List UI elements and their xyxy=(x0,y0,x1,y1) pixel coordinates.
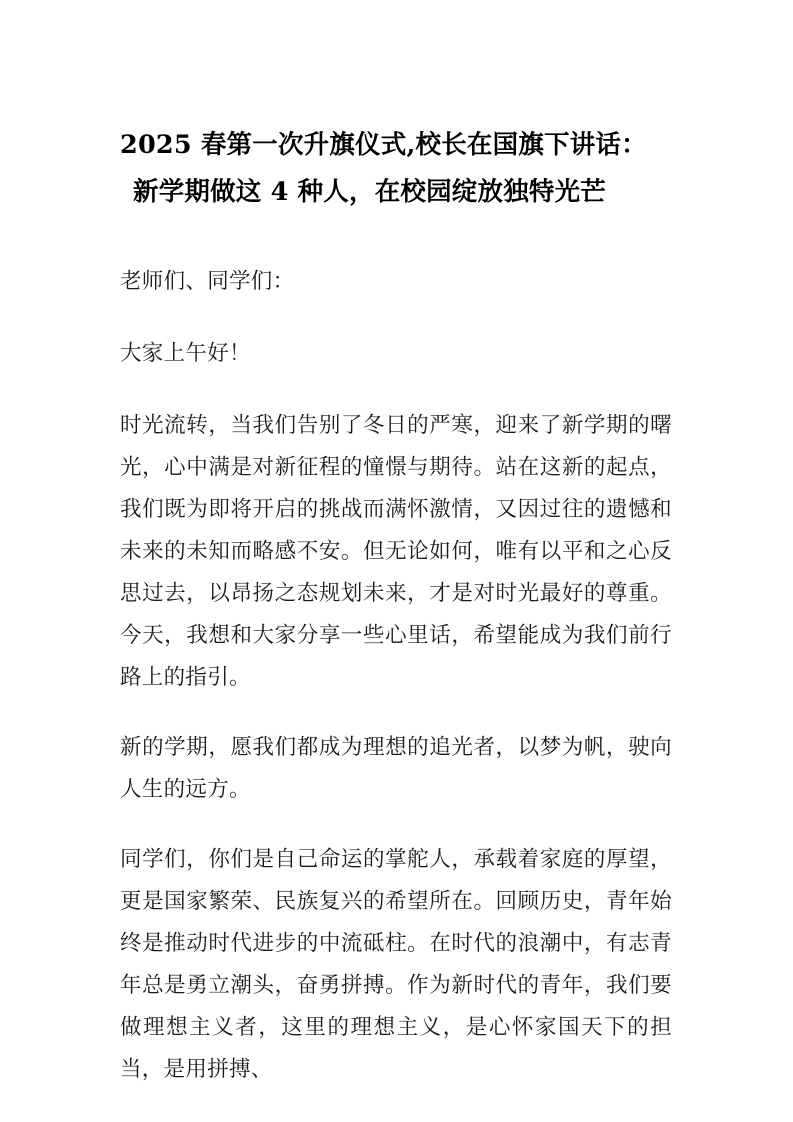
page-title-line-1: 2025 春第一次升旗仪式,校长在国旗下讲话： xyxy=(120,130,647,160)
page-title-line-2: 新学期做这 4 种人，在校园绽放独特光芒 xyxy=(133,177,606,207)
paragraph-opening: 时光流转，当我们告别了冬日的严寒，迎来了新学期的曙光，心中满是对新征程的憧憬与期待。站在这新的起点，我们既为即将开启的挑战而满怀激情，又因过往的遗憾和未来的未知而略感不安。但无论如何，唯有以平和之心反思过去，以昂扬之态规划未来，才是对时光最好的尊重。今天，我想和大家分享一些心里话，希望能成为我们前行路上的指引。 xyxy=(120,413,672,690)
paragraph-aspiration: 新的学期，愿我们都成为理想的追光者，以梦为帆，驶向人生的远方。 xyxy=(120,735,672,802)
paragraph-greeting: 大家上午好！ xyxy=(120,341,251,366)
page-title xyxy=(120,0,672,216)
paragraph-salutation: 老师们、同学们： xyxy=(120,269,295,294)
document-body xyxy=(120,0,672,1091)
paragraph-idealism: 同学们，你们是自己命运的掌舵人，承载着家庭的厚望，更是国家繁荣、民族复兴的希望所在。回顾历史，青年始终是推动时代进步的中流砥柱。在时代的浪潮中，有志青年总是勇立潮头，奋勇拼搏。作为新时代的青年，我们要做理想主义者，这里的理想主义，是心怀家国天下的担当，是用拼搏、 xyxy=(120,847,672,1082)
